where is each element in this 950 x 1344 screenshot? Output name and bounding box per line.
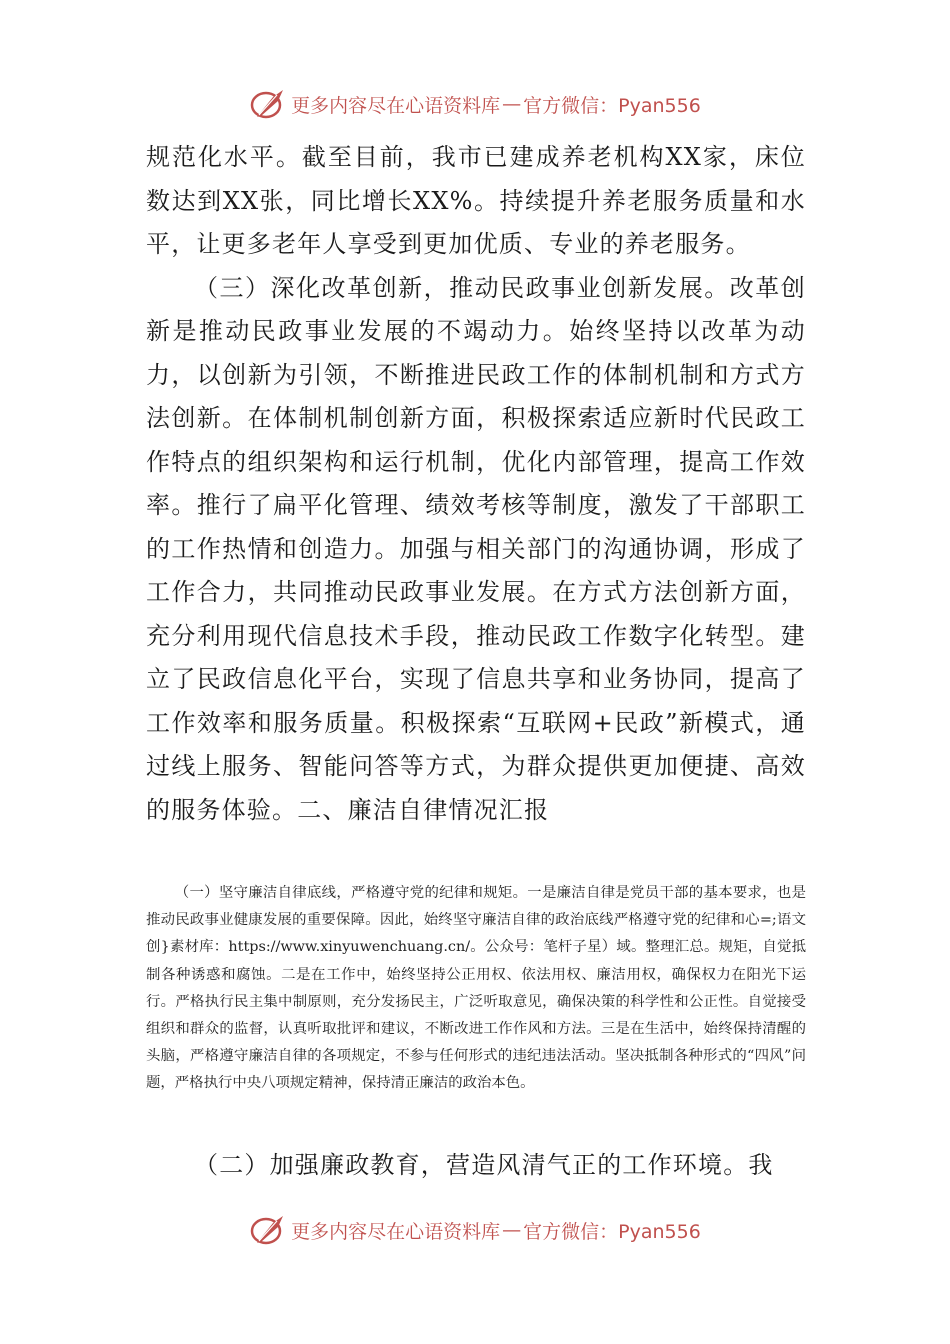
quill-pen-logo-icon <box>249 1213 287 1247</box>
paragraph-2: （三）深化改革创新，推动民政事业创新发展。改革创新是推动民政事业发展的不竭动力。始终坚持以改革为动力，以创新为引领，不断推进民政工作的体制机制和方式方法创新。在体制机制创新方面，积极探索适应新时代民政工作特点的组织架构和运行机制，优化内部管理，提高工作效率。推行了扁平化管理、绩效考核等制度，激发了干部职工的工作热情和创造力。加强与相关部门的沟通协调，形成了工作合力，共同推动民政事业发展。在方式方法创新方面，充分利用现代信息技术手段，推动民政工作数字化转型。建立了民政信息化平台，实现了信息共享和业务协同，提高了工作效率和服务质量。积极探索“互联网+民政”新模式，通过线上服务、智能问答等方式，为群众提供更加便捷、高效的服务体验。二、廉洁自律情况汇报 <box>146 273 806 824</box>
banner-dash: — <box>502 1219 522 1241</box>
banner-wechat: 官方微信：Pyan556 <box>523 1220 701 1243</box>
paragraph-1: 规范化水平。截至目前，我市已建成养老机构XX家，床位数达到XX张，同比增长XX%。持续提升养老服务质量和水平，让更多老年人享受到更加优质、专业的养老服务。 <box>146 143 806 258</box>
banner-dash: — <box>502 93 522 115</box>
header-banner <box>0 84 950 124</box>
paragraph-3: （一）坚守廉洁自律底线，严格遵守党的纪律和规矩。一是廉洁自律是党员干部的基本要求，也是推动民政事业健康发展的重要保障。因此，始终坚守廉洁自律的政治底线严格遵守党的纪律和心=;语文创}素材库：https://www.xinyuwenchuang.cn/。公众号：笔杆子星）域。整理汇总。规矩，自觉抵制各种诱惑和腐蚀。二是在工作中，始终坚持公正用权、依法用权、廉洁用权，确保权力在阳光下运行。严格执行民主集中制原则，充分发扬民主，广泛听取意见，确保决策的科学性和公正性。自觉接受组织和群众的监督，认真听取批评和建议，不断改进工作作风和方法。三是在生活中，始终保持清醒的头脑，严格遵守廉洁自律的各项规定，不参与任何形式的违纪违法活动。坚决抵制各种形式的“四风”问题，严格执行中央八项规定精神，保持清正廉洁的政治本色。 <box>146 885 806 1092</box>
banner-text: 更多内容尽在心语资料库 <box>291 94 501 117</box>
footer-banner <box>0 1210 950 1250</box>
small-print-section <box>146 880 806 1098</box>
main-body <box>146 136 806 832</box>
banner-wechat: 官方微信：Pyan556 <box>523 94 701 117</box>
main-body-continued <box>146 1144 806 1188</box>
banner-text: 更多内容尽在心语资料库 <box>291 1220 501 1243</box>
quill-pen-logo-icon <box>249 87 287 121</box>
paragraph-4: （二）加强廉政教育，营造风清气正的工作环境。我 <box>194 1151 774 1179</box>
